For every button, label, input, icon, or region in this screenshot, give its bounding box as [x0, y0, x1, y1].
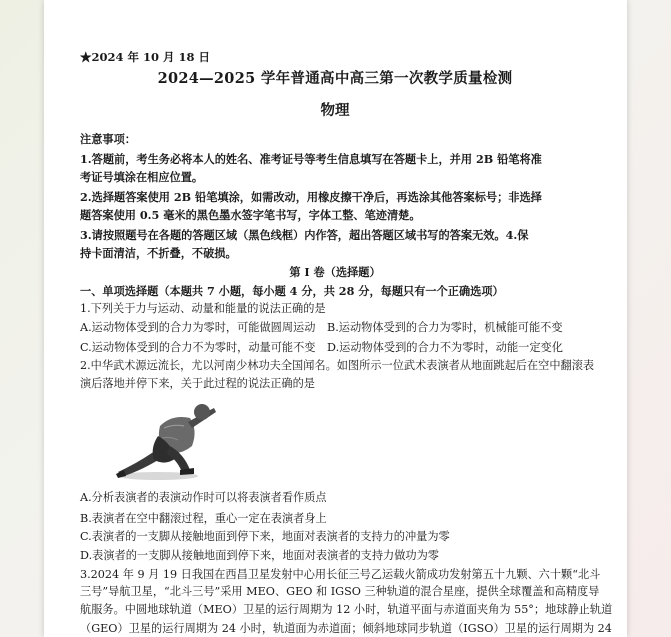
section-heading: 第 I 卷（选择题）: [289, 265, 381, 279]
notice-item-2-cont: 题答案使用 0.5 毫米的黑色墨水签字笔书写，字体工整、笔迹清楚。: [80, 208, 421, 222]
exam-subject: 物理: [320, 102, 350, 119]
notice-item-1: 1.答题前，考生务必将本人的姓名、准考证号等考生信息填写在答题卡上，并用 2B 铅笔将准: [80, 152, 542, 166]
question-1-option-b: B.运动物体受到的合力为零时，机械能可能不变: [327, 321, 563, 334]
question-2-stem-cont: 演后落地并停下来，关于此过程的说法正确的是: [80, 377, 315, 390]
exam-title: 2024—2025 学年普通高中高三第一次教学质量检测: [157, 70, 513, 87]
question-1-option-d: D.运动物体受到的合力不为零时，动能一定变化: [327, 341, 563, 354]
question-3-line-1: 3.2024 年 9 月 19 日我国在西昌卫星发射中心用长征三号乙运载火箭成功发射第五十九颗、六十颗“北斗: [80, 568, 601, 581]
martial-artist-figure: [110, 396, 228, 482]
notice-item-3: 3.请按照题号在各题的答题区域（黑色线框）内作答，超出答题区域书写的答案无效。4.保: [80, 228, 529, 242]
notice-item-1-cont: 考证号填涂在相应位置。: [80, 170, 204, 184]
question-2-stem: 2.中华武术源远流长，尤以河南少林功夫全国闻名。如图所示一位武术表演者从地面跳起后在空中翻滚表: [80, 359, 595, 372]
notice-heading: 注意事项：: [80, 132, 136, 146]
question-2-option-c: C.表演者的一支脚从接触地面到停下来，地面对表演者的支持力的冲量为零: [80, 530, 450, 543]
question-2-option-b: B.表演者在空中翻滚过程，重心一定在表演者身上: [80, 512, 327, 525]
question-2-option-a: A.分析表演者的表演动作时可以将表演者看作质点: [80, 491, 327, 504]
question-3-line-4: （GEO）卫星的运行周期为 24 小时，轨道面为赤道面；倾斜地球同步轨道（IGSO）卫星的运行周期为 24: [80, 622, 612, 635]
part-heading: 一、单项选择题（本题共 7 小题，每小题 4 分，共 28 分，每题只有一个正确选项）: [80, 284, 504, 298]
exam-date: ★2024 年 10 月 18 日: [80, 50, 211, 64]
document-page: [44, 0, 627, 637]
question-2-option-d: D.表演者的一支脚从接触地面到停下来，地面对表演者的支持力做功为零: [80, 549, 439, 562]
notice-item-2: 2.选择题答案使用 2B 铅笔填涂，如需改动，用橡皮擦干净后，再选涂其他答案标号；非选择: [80, 190, 542, 204]
question-1-option-c: C.运动物体受到的合力不为零时，动量可能不变: [80, 341, 316, 354]
notice-item-3-cont: 持卡面清洁，不折叠，不破损。: [80, 246, 237, 260]
question-1-option-a: A.运动物体受到的合力为零时，可能做圆周运动: [80, 321, 316, 334]
question-3-line-2: 三号”导航卫星，“北斗三号”采用 MEO、GEO 和 IGSO 三种轨道的混合星座，提供全球覆盖和高精度导: [80, 585, 600, 598]
question-1-stem: 1.下列关于力与运动、动量和能量的说法正确的是: [80, 302, 326, 315]
question-3-line-3: 航服务。中圆地球轨道（MEO）卫星的运行周期为 12 小时，轨道平面与赤道面夹角为 55°；地球静止轨道: [80, 603, 613, 616]
